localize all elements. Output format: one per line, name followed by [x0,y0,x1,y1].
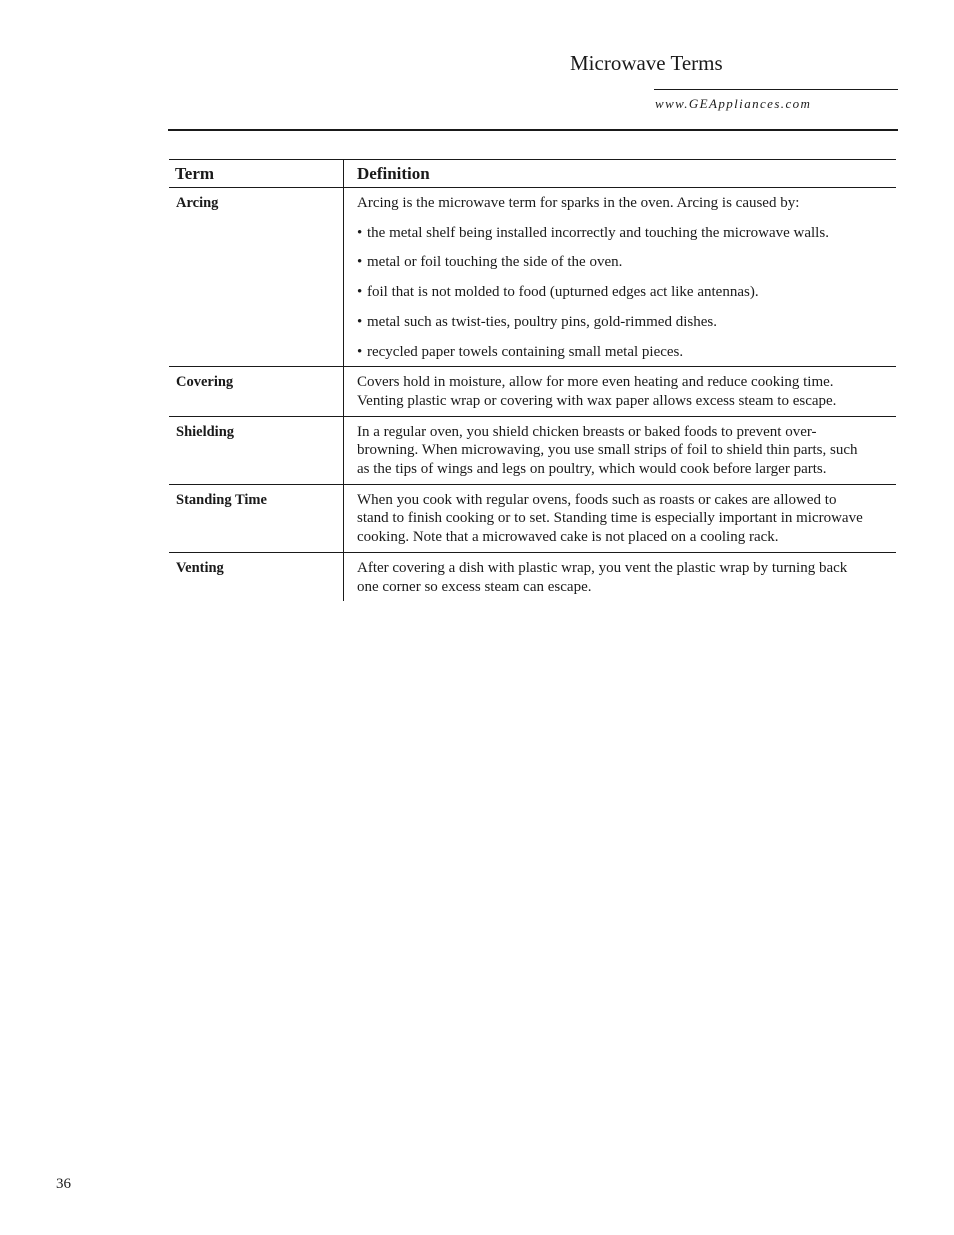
list-item [357,343,868,362]
table-row-arcing [169,188,896,367]
list-item-text: recycled paper towels containing small metal pieces. [367,343,684,360]
column-header-term: Term [169,160,344,188]
bullet-icon: • [357,343,363,360]
website-url: www.GEAppliances.com [655,96,812,111]
list-item-text: metal or foil touching the side of the oven. [367,254,623,271]
term-cell: Shielding [169,416,344,484]
list-item [357,224,868,243]
term-cell: Standing Time [169,484,344,552]
table-header-row [169,160,896,188]
title-rule [654,89,898,90]
column-header-definition: Definition [344,160,897,188]
list-item [357,253,868,272]
list-item [357,313,868,332]
page-number: 36 [56,1176,71,1192]
definition-cell: Covers hold in moisture, allow for more even heating and reduce cooking time. Venting plastic wrap or covering with wax paper allows excess steam to escape. [344,367,897,416]
table-row-venting [169,552,896,601]
definition-text: Arcing is the microwave term for sparks in the oven. Arcing is caused by: [357,195,800,211]
term-cell: Venting [176,559,224,576]
list-item-text: metal such as twist-ties, poultry pins, gold-rimmed dishes. [367,313,717,330]
term-cell: Arcing [169,188,344,367]
bullet-icon: • [357,284,363,301]
list-item-text: the metal shelf being installed incorrectly and touching the microwave walls. [367,224,829,241]
table-row-standing-time [169,484,896,552]
bullet-icon: • [357,254,363,271]
definition-cell: In a regular oven, you shield chicken breasts or baked foods to prevent over-browning. When microwaving, you use small strips of foil to shield thin parts, such as the tips of wings and legs on poultry, which would cook before larger parts. [344,416,897,484]
cause-list [357,224,868,362]
bullet-icon: • [357,313,363,330]
definition-cell: After covering a dish with plastic wrap, you vent the plastic wrap by turning back one corner so excess steam can escape. [344,552,897,601]
page-title: Microwave Terms [570,51,723,75]
term-cell: Covering [169,367,344,416]
table-row-covering [169,367,896,416]
table-row-shielding [169,416,896,484]
list-item [357,283,868,302]
bullet-icon: • [357,224,363,241]
definition-cell: When you cook with regular ovens, foods such as roasts or cakes are allowed to stand to finish cooking or to set. Standing time is especially important in microwave cooking. Note that a microwaved cake is not placed on a cooling rack. [344,484,897,552]
list-item-text: foil that is not molded to food (upturned edges act like antennas). [367,284,759,301]
terms-table [169,159,896,601]
definition-cell [344,188,897,367]
header-divider [168,129,898,131]
